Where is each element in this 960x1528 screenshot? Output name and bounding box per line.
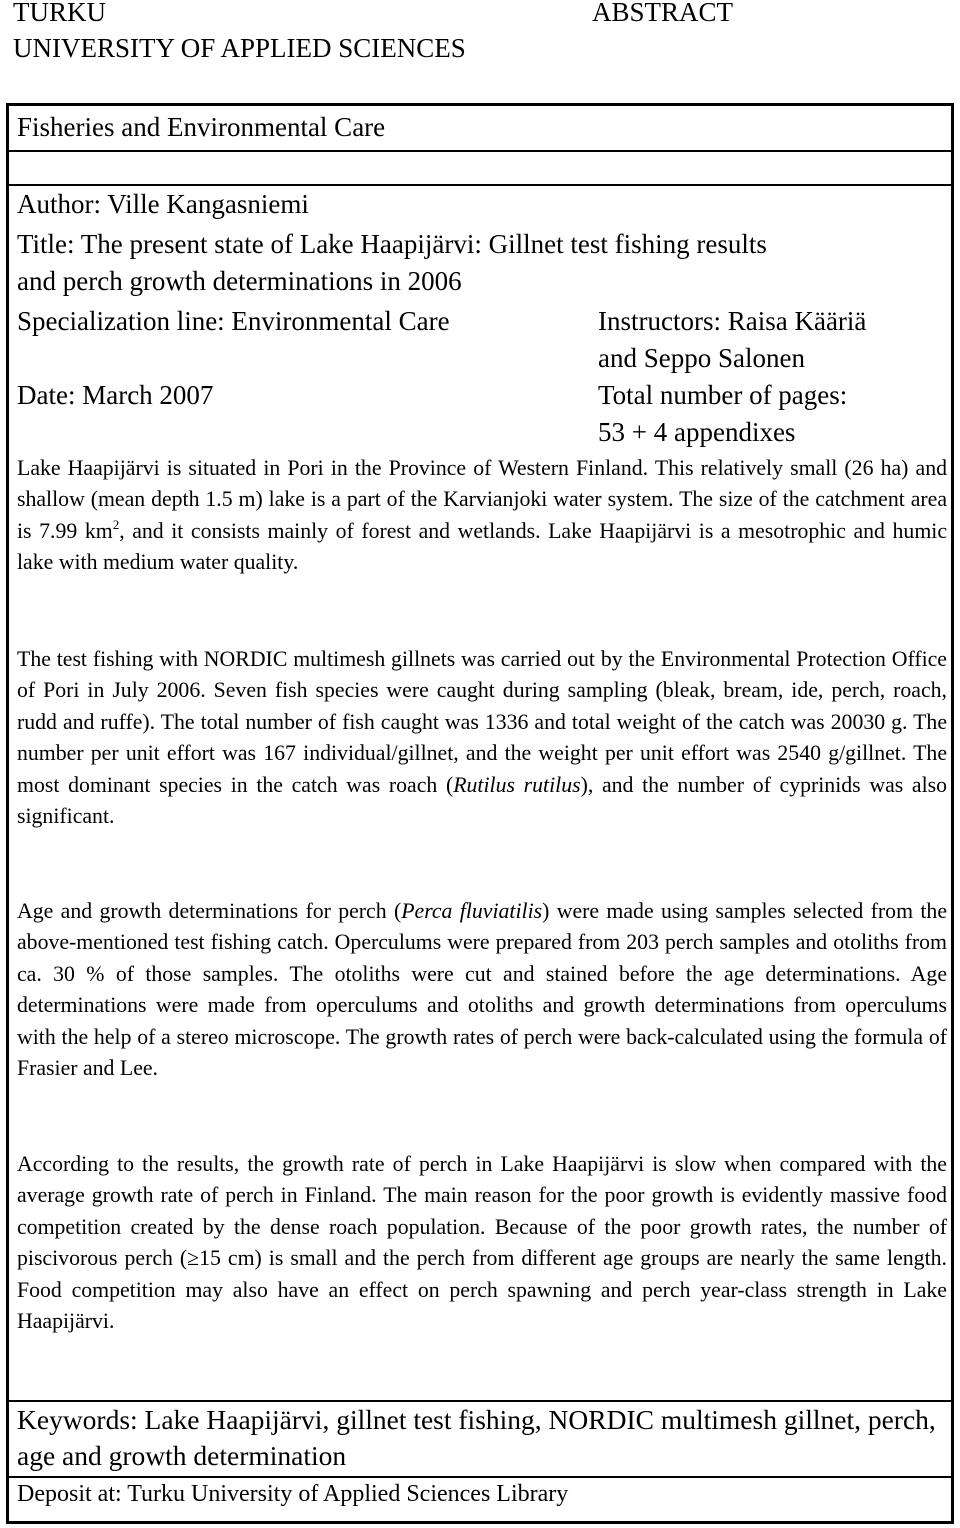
document-type-label: ABSTRACT [592,0,734,27]
abstract-paragraph-1 [17,453,947,579]
pages-line-2: 53 + 4 appendixes [598,417,796,447]
keywords-field: Keywords: Lake Haapijärvi, gillnet test fishing, NORDIC multimesh gillnet, perch, age and growth determination [17,1404,936,1471]
paragraph-text: ), and the number of cyprinids was also significant. [17,772,948,829]
abstract-paragraph-3 [17,896,947,1084]
divider [9,150,951,152]
school-name-line1: TURKU [13,0,106,27]
abstract-form [6,103,954,1524]
school-name [13,0,466,66]
deposit-field: Deposit at: Turku University of Applied Sciences Library [17,1481,569,1507]
pages-line-1: Total number of pages: [598,380,848,410]
species-name: Perca fluviatilis [401,899,543,923]
instructors-line-2: and Seppo Salonen [598,343,805,373]
divider [9,184,951,186]
instructors-line-1: Instructors: Raisa Kääriä [598,306,867,336]
abstract-paragraph-4: According to the results, the growth rate of perch in Lake Haapijärvi is slow when compared with the average growth rate of perch in Finland. The main reason for the poor growth is evidently massive food competition created by the dense roach population. Because of the poor growth rates, the number of piscivorous perch (≥15 cm) is small and the perch from different age groups are nearly the same length. Food competition may also have an effect on perch spawning and perch year-class strength in Lake Haapijärvi. [17,1152,947,1334]
paragraph-text: ) were made using samples selected from the above-mentioned test fishing catch. Operculums were prepared from 203 perch samples and otoliths from ca. 30 % of those samples. The otoliths were cut and stained before the age determinations. Age determinations were made from operculums and otoliths and growth determinations from operculums with the help of a stereo microscope. The growth rates of perch were back-calculated using the formula of Frasier and Lee. [17,899,947,1081]
paragraph-text: , and it consists mainly of forest and wetlands. Lake Haapijärvi is a mesotrophic and humic lake with medium water quality. [17,518,947,575]
specialization-field: Specialization line: Environmental Care [17,306,450,336]
title-line-1: Title: The present state of Lake Haapijärvi: Gillnet test fishing results [17,229,767,259]
title-line-2: and perch growth determinations in 2006 [17,266,462,296]
abstract-paragraph-2 [17,644,947,832]
superscript: 2 [112,516,120,532]
paragraph-text: Lake Haapijärvi is situated in Pori in the Province of Western Finland. This relatively small (26 ha) and shallow (mean depth 1.5 m) lake is a part of the Karvianjoki water system. The size of the catchment area is 7.99 km [17,456,947,543]
paragraph-text: Age and growth determinations for perch ( [17,899,402,923]
date-field: Date: March 2007 [17,380,214,410]
school-name-line2: UNIVERSITY OF APPLIED SCIENCES [13,33,466,63]
author-field: Author: Ville Kangasniemi [17,189,309,219]
species-name: Rutilus rutilus [453,772,581,797]
department-field: Fisheries and Environmental Care [17,112,386,142]
paragraph-text: The test fishing with NORDIC multimesh gillnets was carried out by the Environmental Protection Office of Pori in July 2006. Seven fish species were caught during sampling (bleak, bream, ide, perch, roach, rudd and ruffe). The total number of fish caught was 1336 and total weight of the catch was 20030 g. The number per unit effort was 167 individual/gillnet, and the weight per unit effort was 2540 g/gillnet. The most dominant species in the catch was roach ( [17,647,947,797]
